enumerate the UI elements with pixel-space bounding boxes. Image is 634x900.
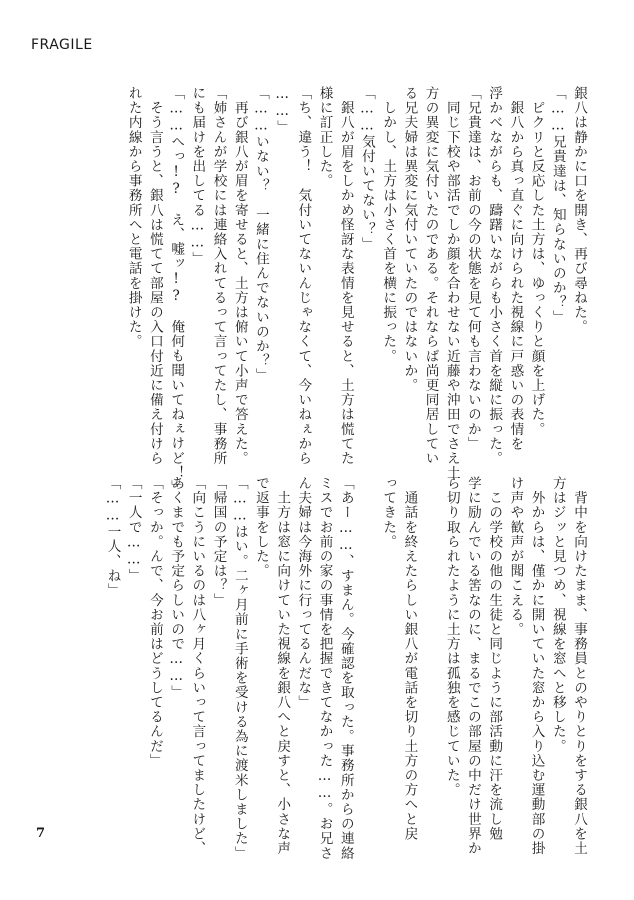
- text-line: ミスでお前の家の事情を把握できてなかった……。お兄さ: [316, 476, 333, 861]
- running-header-title: FRAGILE: [31, 37, 93, 53]
- text-line: れた内線から事務所へと電話を掛けた。: [125, 86, 142, 349]
- lower-text-block: [104, 476, 589, 861]
- text-line: ……」: [274, 86, 291, 135]
- text-line: 「向こうにいるのは八ヶ月くらいって言ってましたけど、: [189, 476, 206, 856]
- text-line: 様に訂正した。: [316, 86, 333, 189]
- text-line: 外からは、僅かに開いていた窓から入り込む運動部の掛: [528, 476, 545, 856]
- text-line: ん夫婦は今海外に行ってるんだな」: [295, 476, 312, 710]
- text-line: 「姉さんが学校には連絡入れてるって言ってたし、事務所: [210, 86, 227, 466]
- text-line: 「帰国の予定は？」: [210, 476, 227, 608]
- text-line: [356, 476, 377, 779]
- text-line: で返事をした。: [252, 476, 269, 579]
- text-line: る兄夫婦は異変に気付いていたのではないか。: [401, 86, 418, 393]
- text-line: 再び銀八が眉を寄せると、土方は俯いて小声で答えた。: [231, 86, 248, 466]
- text-line: 銀八が眉をしかめ怪訝な表情を見せると、土方は慌てた: [337, 86, 354, 466]
- text-line: 「そっか。んで、今お前はどうしてるんだ」: [146, 476, 163, 768]
- text-line: 背中を向けたまま、事務員とのやりとりをする銀八を土: [571, 476, 587, 856]
- text-line: ら切り取られたように土方は孤独を感じていた。: [443, 476, 460, 798]
- text-line: しかし、土方は小さく首を横に振った。: [380, 86, 397, 364]
- text-line: 土方は窓に向けていた視線を銀八へと戻すと、小さな声: [274, 476, 291, 856]
- upper-text-block: [45, 86, 589, 495]
- text-line: ピクリと反応した土方は、ゆっくりと顔を上げた。: [528, 86, 545, 437]
- text-line: 「……へっ!? え、嘘ッ!? 俺何も聞いてねぇけど！」: [168, 86, 185, 495]
- text-line: 「ち、違う！ 気付いてないんじゃなくて、今いねぇから: [295, 86, 312, 466]
- text-line: 同じ下校や部活でしか顔を合わせない近藤や沖田でさえ土: [443, 86, 460, 481]
- text-line: あくまでも予定らしいので……」: [168, 476, 185, 700]
- text-line: [419, 476, 440, 779]
- text-line: 銀八は静かに口を開き、再び尋ねた。: [571, 86, 587, 335]
- text-line: け声や歓声が聞こえる。: [507, 476, 524, 637]
- text-line: 「……はい。二ヶ月前に手術を受ける為に渡米しました」: [231, 476, 248, 861]
- text-line: 「一人で……」: [125, 476, 142, 583]
- text-line: そう言うと、銀八は慌てて部屋の入口付近に備え付けら: [146, 86, 163, 466]
- page-number: 7: [36, 826, 46, 841]
- text-line: 「兄貴達は、お前の今の状態を見て何も言わないのか」: [464, 86, 481, 451]
- text-line: 学に励んでいる筈なのに、まるでこの部屋の中だけ世界か: [464, 476, 481, 856]
- text-line: 「……一人、ね」: [104, 476, 121, 598]
- text-line: 「……いない？ 一緒に住んでないのか？」: [252, 86, 269, 383]
- text-line: この学校の他の生徒と同じように部活動に汗を流し勉: [486, 476, 503, 841]
- text-line: ってきた。: [380, 476, 397, 549]
- text-line: 通話を終えたらしい銀八が電話を切り土方の方へと戻: [401, 476, 418, 841]
- text-line: 「……兄貴達は、知らないのか？」: [549, 86, 566, 325]
- text-line: 「あー……、すまん。今確認を取った。事務所からの連絡: [337, 476, 354, 861]
- text-line: 方の異変に気付いたのである。それならば尚更同居してい: [422, 86, 439, 466]
- text-line: 方はジッと見つめ、視線を窓へと移した。: [549, 476, 566, 754]
- text-line: 浮かべながらも、躊躇いながらも小さく首を縦に振った。: [486, 86, 503, 466]
- text-line: 「……気付いてない？」: [358, 86, 375, 252]
- text-line: 銀八から真っ直ぐに向けられた視線に戸惑いの表情を: [507, 86, 524, 451]
- text-line: にも届けを出してる……」: [189, 86, 206, 266]
